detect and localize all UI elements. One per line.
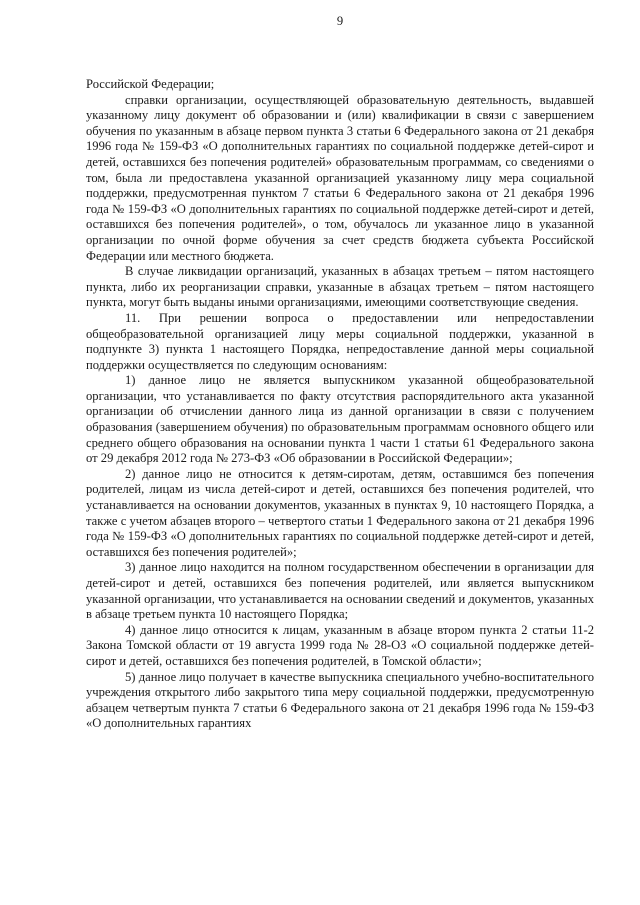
paragraph-liquidation: В случае ликвидации организаций, указанных в абзацах третьем – пятом настоящего пункта, либо их реорганизации справки, указанные в абзацах третьем – пятом настоящего пункта, могут быть выданы иными организациями, имеющими соответствующие сведения.	[86, 264, 594, 310]
paragraph-subclause-5: 5) данное лицо получает в качестве выпускника специального учебно-воспитательного учреждения открытого либо закрытого типа меру социальной поддержки, предусмотренную абзацем четвертым пункта 7 статьи 6 Федерального закона от 21 декабря 1996 года № 159-ФЗ «О дополнительных гарантиях	[86, 669, 594, 731]
paragraph-continuation: Российской Федерации;	[86, 77, 215, 91]
paragraph-certificate: справки организации, осуществляющей образовательную деятельность, выдавшей указанному лицу документ об образовании и (или) квалификации в связи с завершением обучения по указанным в абзаце первом пункта 3 статьи 6 Федерального закона от 21 декабря 1996 года № 159-ФЗ «О дополнительных гарантиях по социальной поддержке детей-сирот и детей, оставшихся без попечения родителей» образовательным программам, со сведениями о том, была ли предоставлена указанной организацией указанному лицу мера социальной поддержки, предусмотренная пунктом 7 статьи 6 Федерального закона от 21 декабря 1996 года № 159-ФЗ «О дополнительных гарантиях по социальной поддержке детей-сирот и детей, оставшихся без попечения родителей», о том, обучалось ли указанное лицо в указанной организации по очной форме обучения за счет средств бюджета субъекта Российской Федерации или местного бюджета.	[86, 92, 594, 263]
paragraph-subclause-1: 1) данное лицо не является выпускником указанной общеобразовательной организации, что устанавливается по факту отсутствия распорядительного акта указанной организации об отчислении данного лица из данной организации в связи с получением образования (завершением обучения) по образовательным программам основного общего или среднего общего образования на основании пункта 1 части 1 статьи 61 Федерального закона от 29 декабря 2012 года № 273-ФЗ «Об образовании в Российской Федерации»;	[86, 373, 594, 466]
paragraph-subclause-3: 3) данное лицо находится на полном государственном обеспечении в организации для детей-сирот и детей, оставшихся без попечения родителей, или является выпускником указанной организации, что устанавливается на основании сведений и документов, указанных в абзаце третьем пункта 10 настоящего Порядка;	[86, 560, 594, 622]
paragraph-clause-11: 11. При решении вопроса о предоставлении или непредоставлении общеобразовательной организацией лицу меры социальной поддержки, указанной в подпункте 3) пункта 1 настоящего Порядка, непредоставление данной меры социальной поддержки осуществляется по следующим основаниям:	[86, 310, 594, 372]
paragraph-subclause-4: 4) данное лицо относится к лицам, указанным в абзаце втором пункта 2 статьи 11-2 Закона Томской области от 19 августа 1999 года № 28-ОЗ «О социальной поддержке детей-сирот и детей, оставшихся без попечения родителей, в Томской области»;	[86, 622, 594, 668]
paragraph-subclause-2: 2) данное лицо не относится к детям-сиротам, детям, оставшимся без попечения родителей, лицам из числа детей-сирот и детей, оставшихся без попечения родителей, что устанавливается на основании документов, указанных в пунктах 9, 10 настоящего Порядка, а также с учетом абзацев второго – четвертого статьи 1 Федерального закона от 21 декабря 1996 года № 159-ФЗ «О дополнительных гарантиях по социальной поддержке детей-сирот и детей, оставшихся без попечения родителей»;	[86, 466, 594, 559]
page-number: 9	[336, 14, 344, 28]
document-body	[86, 77, 594, 732]
